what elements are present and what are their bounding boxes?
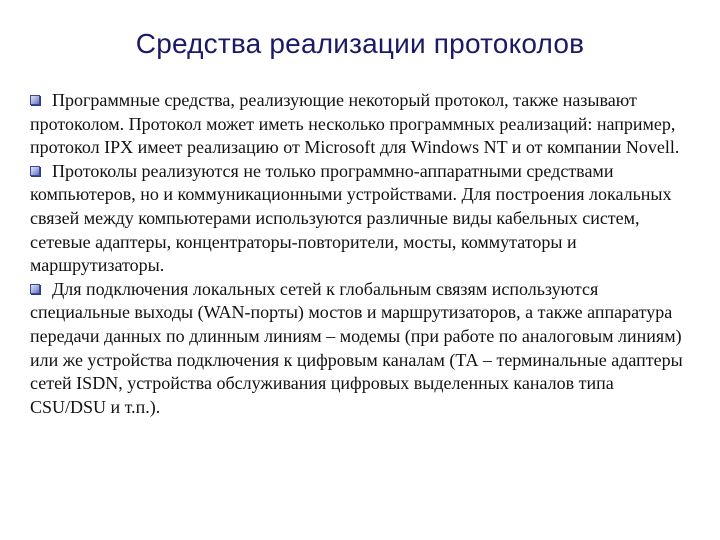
square-bullet-icon bbox=[30, 284, 40, 294]
bullet-paragraph-1 bbox=[30, 89, 690, 160]
paragraph-text-3: Для подключения локальных сетей к глобальным связям используются специальные выходы (WAN-порты) мостов и маршрутизаторов, а также аппаратура передачи данных по длинным линиям – модемы (при работе по аналоговым линиям) или же устройства подключения к цифровым каналам (ТА – терминальные адаптеры сетей ISDN, устройства обслуживания цифровых выделенных каналов типа CSU/DSU и т.п.). bbox=[30, 278, 683, 417]
slide-title: Средства реализации протоколов bbox=[135, 28, 585, 59]
paragraph-text-2: Протоколы реализуются не только программно-аппаратными средствами компьютеров, но и коммуникационными устройствами. Для построения локальных связей между компьютерами используются различные виды кабельных систем, сетевые адаптеры, концентраторы-повторители, мосты, коммутаторы и маршрутизаторы. bbox=[30, 160, 672, 276]
bullet-paragraph-2 bbox=[30, 160, 690, 278]
bullet-paragraph-3 bbox=[30, 278, 690, 420]
slide-body bbox=[30, 89, 690, 419]
square-bullet-icon bbox=[30, 95, 40, 105]
square-bullet-icon bbox=[30, 166, 40, 176]
paragraph-text-1: Программные средства, реализующие некоторый протокол, также называют протоколом. Протокол может иметь несколько программных реализаций: например, протокол IPX имеет реализацию от Microsoft для Windows NT и от компании Novell. bbox=[30, 90, 680, 158]
